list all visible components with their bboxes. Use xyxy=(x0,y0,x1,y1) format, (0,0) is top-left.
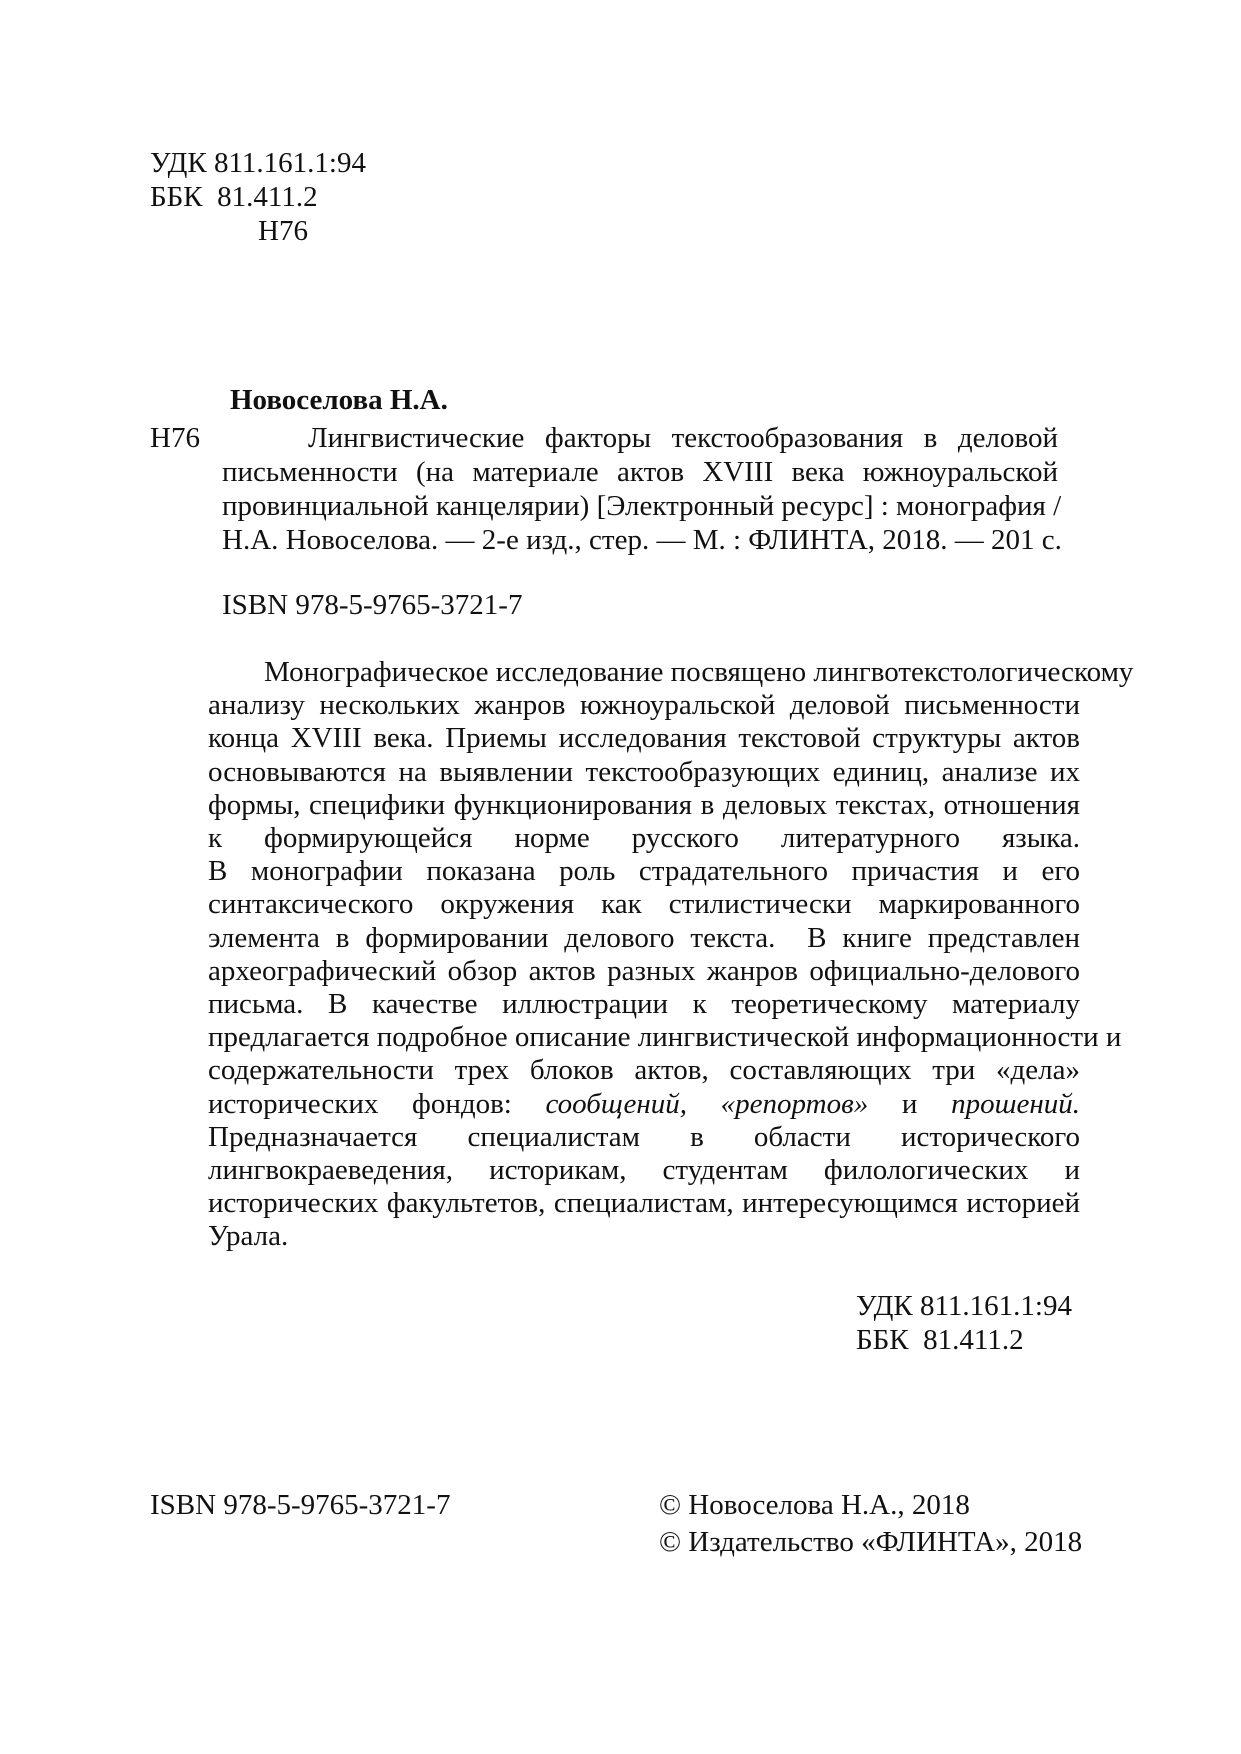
abstract-line: письма. В качестве иллюстрации к теоретическому материалу xyxy=(208,988,1080,1021)
bib-line: Н.А. Новоселова. — 2-е изд., стер. — М. : ФЛИНТА, 2018. — 201 с. xyxy=(222,524,1062,556)
bib-line: письменности (на материале актов XVIII века южноуральской xyxy=(222,456,1058,488)
bibliographic-description xyxy=(222,421,1062,557)
abstract-line: синтаксического окружения как стилистически маркированного xyxy=(208,888,1080,921)
author-mark-entry: Н76 xyxy=(150,422,200,454)
isbn-entry: ISBN 978-5-9765-3721-7 xyxy=(222,589,523,621)
abstract-line: Урала. xyxy=(208,1220,289,1253)
abstract-italic-text: прошений. xyxy=(951,1087,1080,1120)
bbk-code-top: ББК 81.411.2 xyxy=(150,181,318,213)
abstract-paragraph xyxy=(208,656,1134,1254)
abstract-line: Предназначается специалистам в области исторического xyxy=(208,1120,1080,1153)
bbk-code-bottom: ББК 81.411.2 xyxy=(856,1324,1024,1356)
udk-code-top: УДК 811.161.1:94 xyxy=(150,147,366,179)
abstract-line: лингвокраеведения, историкам, студентам филологических и xyxy=(208,1154,1080,1187)
abstract-line-with-italics xyxy=(208,1088,1080,1121)
abstract-line: содержательности трех блоков актов, составляющих три «дела» xyxy=(208,1054,1080,1087)
author-name: Новоселова Н.А. xyxy=(230,384,448,416)
abstract-line: элемента в формировании делового текста. В книге представлен xyxy=(208,921,1080,954)
abstract-line: В монографии показана роль страдательного причастия и его xyxy=(208,855,1080,888)
abstract-line: формы, специфики функционирования в деловых текстах, отношения xyxy=(208,788,1080,821)
bib-line: провинциальной канцелярии) [Электронный ресурс] : монография / xyxy=(222,490,1062,522)
abstract-line: к формирующейся норме русского литературного языка. xyxy=(208,822,1080,855)
abstract-italic-text: сообщений, «репортов» xyxy=(545,1087,869,1120)
abstract-text: и xyxy=(868,1087,952,1120)
udk-code-bottom: УДК 811.161.1:94 xyxy=(856,1290,1072,1322)
abstract-line: анализу нескольких жанров южноуральской деловой письменности xyxy=(208,689,1080,722)
abstract-text: исторических фондов: xyxy=(208,1087,546,1120)
bib-line: Лингвистические факторы текстообразования в деловой xyxy=(308,422,1058,454)
copyright-author: © Новоселова Н.А., 2018 xyxy=(659,1489,970,1521)
abstract-line: основываются на выявлении текстообразующих единиц, анализе их xyxy=(208,755,1080,788)
abstract-line: предлагается подробное описание лингвистической информационности и xyxy=(208,1021,1122,1054)
isbn-footer: ISBN 978-5-9765-3721-7 xyxy=(150,1489,451,1521)
abstract-line: исторических факультетов, специалистам, интересующимся историей xyxy=(208,1187,1080,1220)
copyright-publisher: © Издательство «ФЛИНТА», 2018 xyxy=(659,1526,1083,1558)
author-mark-top: Н76 xyxy=(258,215,308,247)
abstract-line: археографический обзор актов разных жанров официально-делового xyxy=(208,954,1080,987)
abstract-line: конца XVIII века. Приемы исследования текстовой структуры актов xyxy=(208,722,1080,755)
abstract-line: Монографическое исследование посвящено лингвотекстологическому xyxy=(264,656,1134,688)
